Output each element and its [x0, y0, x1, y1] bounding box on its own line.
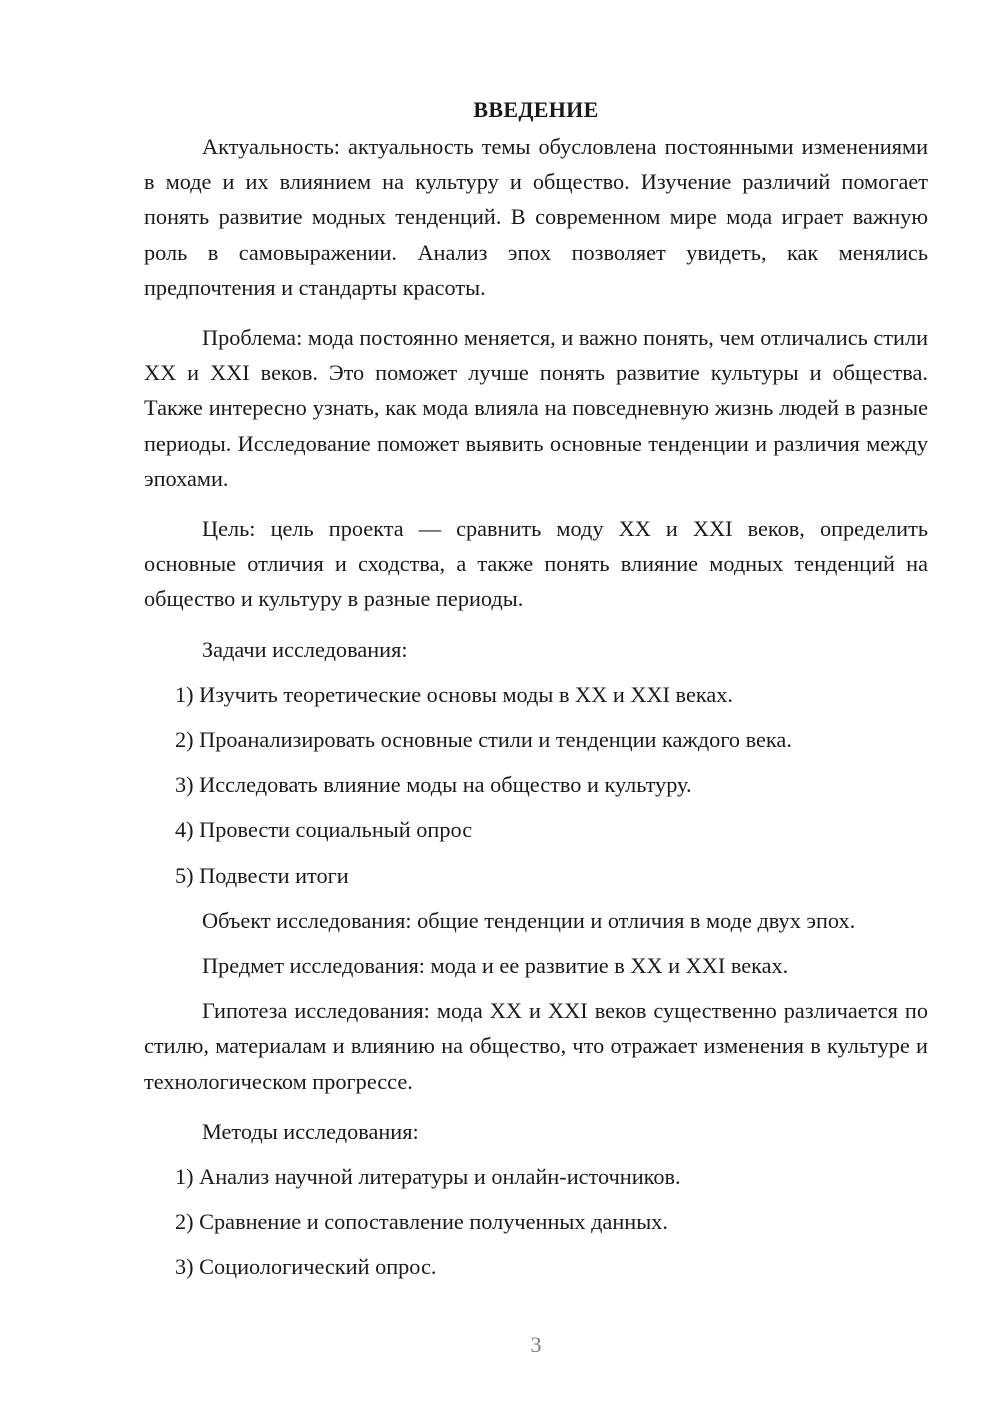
task-item: 4) Провести социальный опрос [175, 817, 473, 843]
page-title: ВВЕДЕНИЕ [473, 97, 599, 122]
task-item: 3) Исследовать влияние моды на общество и культуру. [175, 772, 692, 798]
page-content [144, 92, 928, 1295]
tasks-list [144, 677, 928, 893]
task-item: 1) Изучить теоретические основы моды в XX и XXI веках. [175, 681, 733, 707]
task-item: 5) Подвести итоги [175, 862, 349, 888]
method-item: 1) Анализ научной литературы и онлайн-источников. [175, 1164, 681, 1190]
subject-paragraph: Предмет исследования: мода и ее развитие в XX и XXI веках. [202, 953, 789, 979]
relevance-paragraph: Актуальность: актуальность темы обусловлена постоянными изменениями в моде и их влиянием на культуру и общество. Изучение различий помогает понять развитие модных тенденций. В современном мире мода играет важную роль в самовыражении. Анализ эпох позволяет увидеть, как менялись предпочтения и стандарты красоты. [144, 134, 928, 300]
goal-paragraph: Цель: цель проекта — сравнить моду XX и XXI веков, определить основные отличия и сходства, а также понять влияние модных тенденций на общество и культуру в разные периоды. [144, 516, 928, 612]
hypothesis-paragraph: Гипотеза исследования: мода XX и XXI веков существенно различается по стилю, материалам и влиянию на общество, что отражает изменения в культуре и технологическом прогрессе. [144, 998, 928, 1094]
page-number: 3 [530, 1332, 542, 1357]
problem-paragraph: Проблема: мода постоянно меняется, и важно понять, чем отличались стили XX и XXI веков. Это поможет лучше понять развитие культуры и общества. Также интересно узнать, как мода влияла на повседневную жизнь людей в разные периоды. Исследование поможет выявить основные тенденции и различия между эпохами. [144, 325, 928, 491]
task-item: 2) Проанализировать основные стили и тенденции каждого века. [175, 727, 792, 753]
method-item: 3) Социологический опрос. [175, 1254, 437, 1280]
tasks-heading: Задачи исследования: [202, 636, 408, 662]
methods-list [144, 1159, 928, 1285]
object-paragraph: Объект исследования: общие тенденции и отличия в моде двух эпох. [202, 907, 856, 933]
method-item: 2) Сравнение и сопоставление полученных данных. [175, 1209, 668, 1235]
methods-heading: Методы исследования: [202, 1118, 419, 1144]
